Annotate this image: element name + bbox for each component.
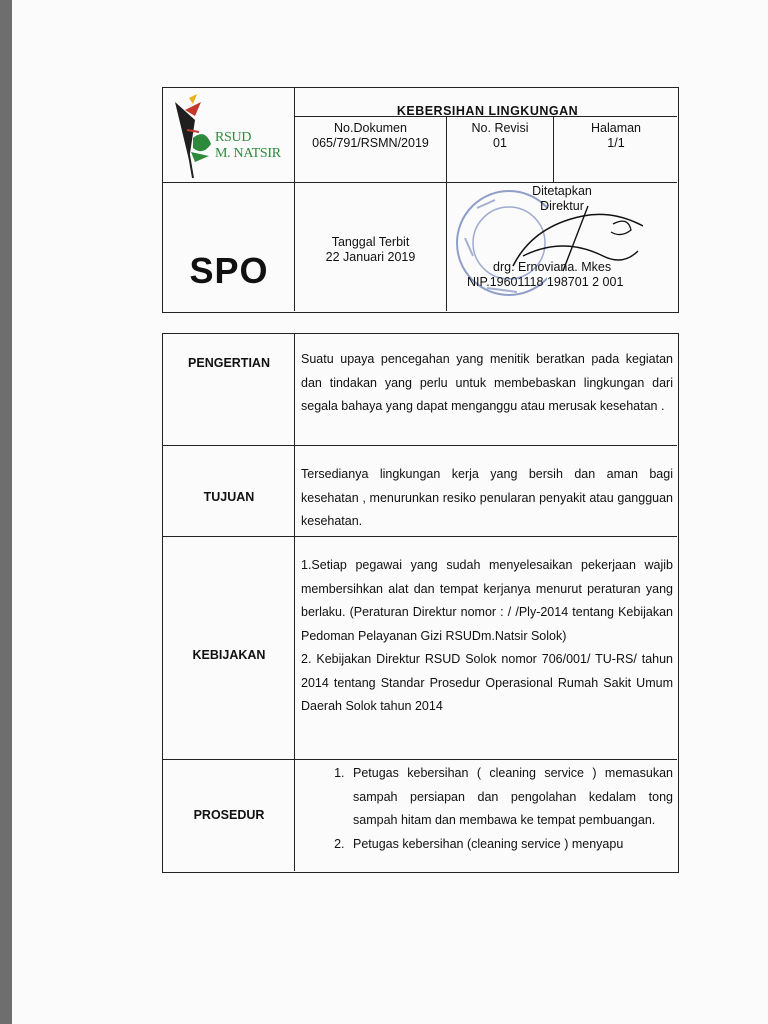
approval-line-1: Ditetapkan bbox=[532, 184, 592, 198]
document-number-label: No.Dokumen bbox=[334, 121, 407, 135]
director-nip: NIP.19601118 198701 2 001 bbox=[467, 275, 624, 289]
issue-date-label: Tanggal Terbit bbox=[331, 235, 410, 249]
document-page bbox=[12, 0, 768, 1024]
prosedur-step: 1. Petugas kebersihan ( cleaning service ) memasukan sampah persiapan dan pengolahan kedalam tong sampah hitam dan membawa ke tempat pembuangan. bbox=[348, 762, 673, 833]
pengertian-row bbox=[163, 334, 677, 446]
pengertian-text: Suatu upaya pencegahan yang menitik beratkan pada kegiatan dan tindakan yang perlu untuk membebaskan lingkungan dari segala bahaya yang dapat menganggu atau merusak kesehatan . bbox=[301, 352, 673, 413]
approval-line-2: Direktur bbox=[540, 199, 584, 213]
page-cell bbox=[554, 121, 678, 151]
pengertian-label: PENGERTIAN bbox=[188, 356, 270, 370]
spo-header-table bbox=[162, 87, 679, 313]
scan-edge bbox=[0, 0, 12, 1024]
logo-line-1: RSUD bbox=[215, 130, 252, 145]
revision-cell bbox=[447, 121, 553, 151]
document-title: KEBERSIHAN LINGKUNGAN bbox=[396, 104, 579, 118]
director-nip-block bbox=[449, 275, 695, 290]
prosedur-text bbox=[303, 762, 673, 856]
prosedur-row bbox=[163, 760, 677, 871]
spo-label: SPO bbox=[189, 250, 269, 291]
revision-value: 01 bbox=[493, 136, 507, 150]
document-number-cell bbox=[295, 121, 446, 151]
hospital-logo-text bbox=[215, 130, 281, 162]
page-value: 1/1 bbox=[607, 136, 625, 150]
issue-date-cell bbox=[295, 235, 446, 265]
tujuan-label: TUJUAN bbox=[203, 490, 255, 504]
prosedur-list bbox=[303, 762, 673, 856]
kebijakan-label: KEBIJAKAN bbox=[192, 648, 266, 662]
page-label: Halaman bbox=[590, 121, 642, 135]
logo-line-2: M. NATSIR bbox=[215, 146, 281, 161]
kebijakan-row bbox=[163, 537, 677, 760]
revision-label: No. Revisi bbox=[471, 121, 529, 135]
tujuan-row bbox=[163, 446, 677, 537]
document-number-value: 065/791/RSMN/2019 bbox=[312, 136, 429, 150]
kebijakan-item-1: 1.Setiap pegawai yang sudah menyelesaikan pekerjaan wajib membersihkan alat dan tempat kerjanya menurut peraturan yang berlaku. (Peraturan Direktur nomor : / /Ply-2014 tentang Kebijakan Pedoman Pelayanan Gizi RSUDm.Natsir Solok) bbox=[301, 558, 673, 643]
prosedur-step: 2. Petugas kebersihan (cleaning service ) menyapu bbox=[348, 833, 673, 857]
director-name: drg. Ernoviana. Mkes bbox=[493, 260, 612, 274]
kebijakan-item-2: 2. Kebijakan Direktur RSUD Solok nomor 706/001/ TU-RS/ tahun 2014 tentang Standar Prosedur Operasional Rumah Sakit Umum Daerah Solok tahun 2014 bbox=[301, 652, 673, 713]
approval-block bbox=[447, 184, 677, 214]
prosedur-label: PROSEDUR bbox=[193, 808, 265, 822]
tujuan-text: Tersedianya lingkungan kerja yang bersih dan aman bagi kesehatan , menurunkan resiko penularan penyakit atau gangguan kesehatan. bbox=[301, 467, 673, 528]
kebijakan-text bbox=[301, 554, 673, 719]
spo-content-table bbox=[162, 333, 679, 873]
issue-date-value: 22 Januari 2019 bbox=[325, 250, 416, 264]
director-block bbox=[463, 260, 707, 275]
